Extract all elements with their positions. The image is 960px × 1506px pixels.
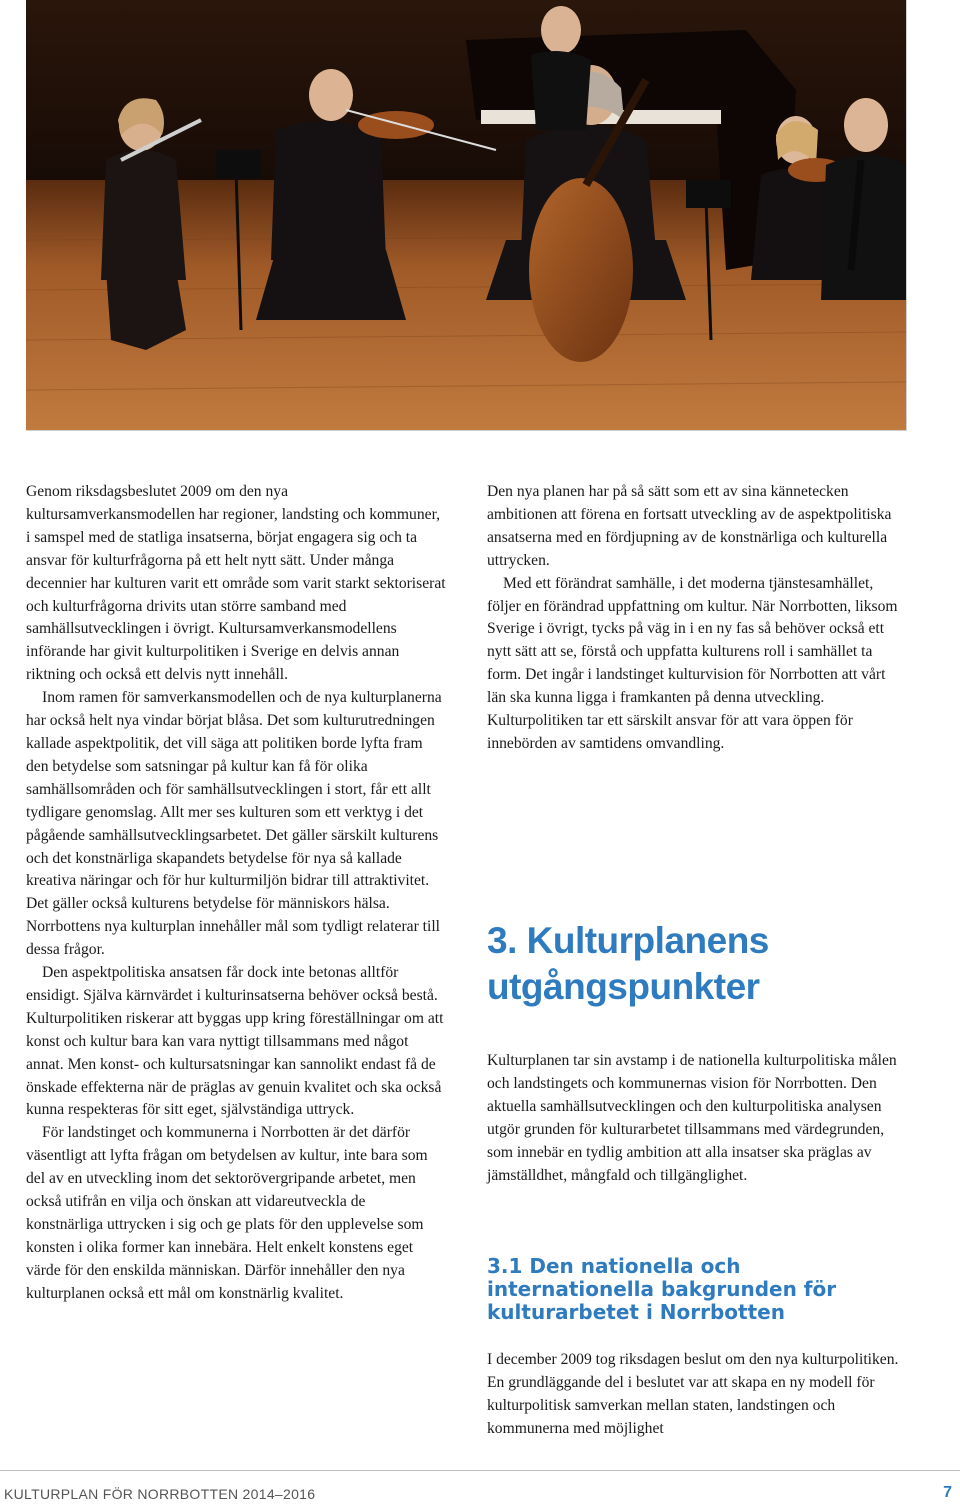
footer-divider: [0, 1470, 960, 1471]
music-stand-desk: [216, 150, 261, 178]
subsection-text: I december 2009 tog riksdagen beslut om den nya kulturpolitiken. En grundläggande del i beslutet var att skapa en ny modell för kulturpolitisk samverkan mellan staten, landstingen och kommunerna med möjlighet: [487, 1351, 899, 1437]
musician-legs: [256, 250, 406, 320]
musician-body: [271, 121, 386, 260]
musician-body: [821, 155, 906, 300]
body-paragraph: Genom riksdagsbeslutet 2009 om den nya kultursamverkansmodellen har regioner, landsting och kommuner, i samspel med de statliga insatserna, börjat engagera sig och ta ansvar för kulturfrågorna på ett helt nytt sätt. Under många decennier har kulturen varit ett område som varit starkt sektoriserat och kulturfrågorna drivits utan större samband med samhällsutvecklingen i övrigt. Kultursamverkansmodellens införande har givit kulturpolitiken i Sverige en delvis annan riktning och också ett delvis nytt innehåll.: [26, 483, 446, 684]
footer-title: KULTURPLAN FÖR NORRBOTTEN 2014–2016: [4, 1486, 316, 1502]
section-intro: [487, 1050, 907, 1187]
subsection-heading: 3.1 Den nationella och internationella bakgrunden för kulturarbetet i Norrbotten: [487, 1254, 837, 1324]
left-text-column: [26, 481, 446, 1306]
subsection-body: [487, 1349, 907, 1441]
musician-head: [309, 69, 353, 121]
musician-head: [541, 6, 581, 54]
body-paragraph: För landstinget och kommunerna i Norrbotten är det därför väsentligt att lyfta frågan om betydelsen av kultur, inte bara som del av en utveckling inom det sektorövergripande arbetet, men också utifrån en vilja och önskan att vidareutveckla de konstnärliga uttrycken i sig och ge plats för den upplevelse som konsten i olika former kan innebära. Helt enkelt konstens eget värde för den enskilda människan. Därför innehåller den nya kulturplanen också ett mål om konstnärlig kvalitet.: [26, 1124, 428, 1302]
body-paragraph: Den nya planen har på så sätt som ett av sina kännetecken ambitionen att förena en fortsatt utveckling av de aspektpolitiska ansatserna med en fördjupning av de konstnärliga och kulturella uttrycken.: [487, 483, 892, 569]
musician-body: [101, 150, 186, 280]
section-heading: 3. Kulturplanens utgångspunkter: [487, 920, 769, 1007]
body-paragraph: Den aspektpolitiska ansatsen får dock inte betonas alltför ensidigt. Själva kärnvärdet i kulturinsatserna behöver också bestå. Kulturpolitiken riskerar att byggas upp kring föreställningar om att konst och kultur bara kan vara nyttigt tillsammans med något annat. Men konst- och kultursatsningar kan sannolikt endast få de önskade effekterna när de präglas av genuin kvalitet och ska också kunna respekteras för sitt eget, självständiga uttryck.: [26, 964, 444, 1119]
concert-photo: [26, 0, 907, 431]
body-paragraph: Med ett förändrat samhälle, i det moderna tjänstesamhället, följer en förändrad uppfattning om kultur. När Norrbotten, liksom Sverige i övrigt, tycks på väg in i en ny fas så behöver också ett nytt sätt att se, förstå och uppfatta kulturens roll i samhället ta form. Det ingår i landstinget kulturvision för Norrbotten att vårt län ska kunna ligga i framkanten på denna utveckling. Kulturpolitiken tar ett särskilt ansvar för att vara öppen för innebörden av samtidens omvandling.: [487, 574, 898, 752]
musician-head: [844, 98, 888, 152]
music-stand-desk: [686, 180, 731, 208]
page-number: 7: [943, 1484, 952, 1501]
musician-body: [531, 51, 591, 130]
cello-body: [529, 178, 633, 362]
body-paragraph: Inom ramen för samverkansmodellen och de nya kulturplanerna har också helt nya vindar börjat blåsa. Det som kulturutredningen kallade aspektpolitik, det vill säga att politiken borde lyfta fram den betydelse som satsningar på kultur kan få för olika samhällsområden och för samhällsutvecklingen i stort, får ett allt tydligare genomslag. Allt mer ses kulturen som ett verktyg i det pågående samhällsutvecklingsarbetet. Det gäller särskilt kulturens och det konstnärliga skapandets betydelse för nya så kallade kreativa näringar och för hur kulturmiljön bidrar till attraktivitet. Det gäller också kulturens betydelse för människors hälsa. Norrbottens nya kulturplan innehåller mål som tydligt relaterar till dessa frågor.: [26, 689, 442, 959]
right-text-column: [487, 481, 907, 756]
violin: [358, 111, 434, 139]
section-intro-text: Kulturplanen tar sin avstamp i de nationella kulturpolitiska målen och landstingets och kommunernas vision för Norrbotten. Den aktuella samhällsutvecklingen och den kulturpolitiska analysen utgör grunden för kulturarbetet tillsammans med värdegrunden, som innebär en tydlig ambition att alla insatser ska präglas av jämställdhet, mångfald och tillgänglighet.: [487, 1052, 897, 1184]
